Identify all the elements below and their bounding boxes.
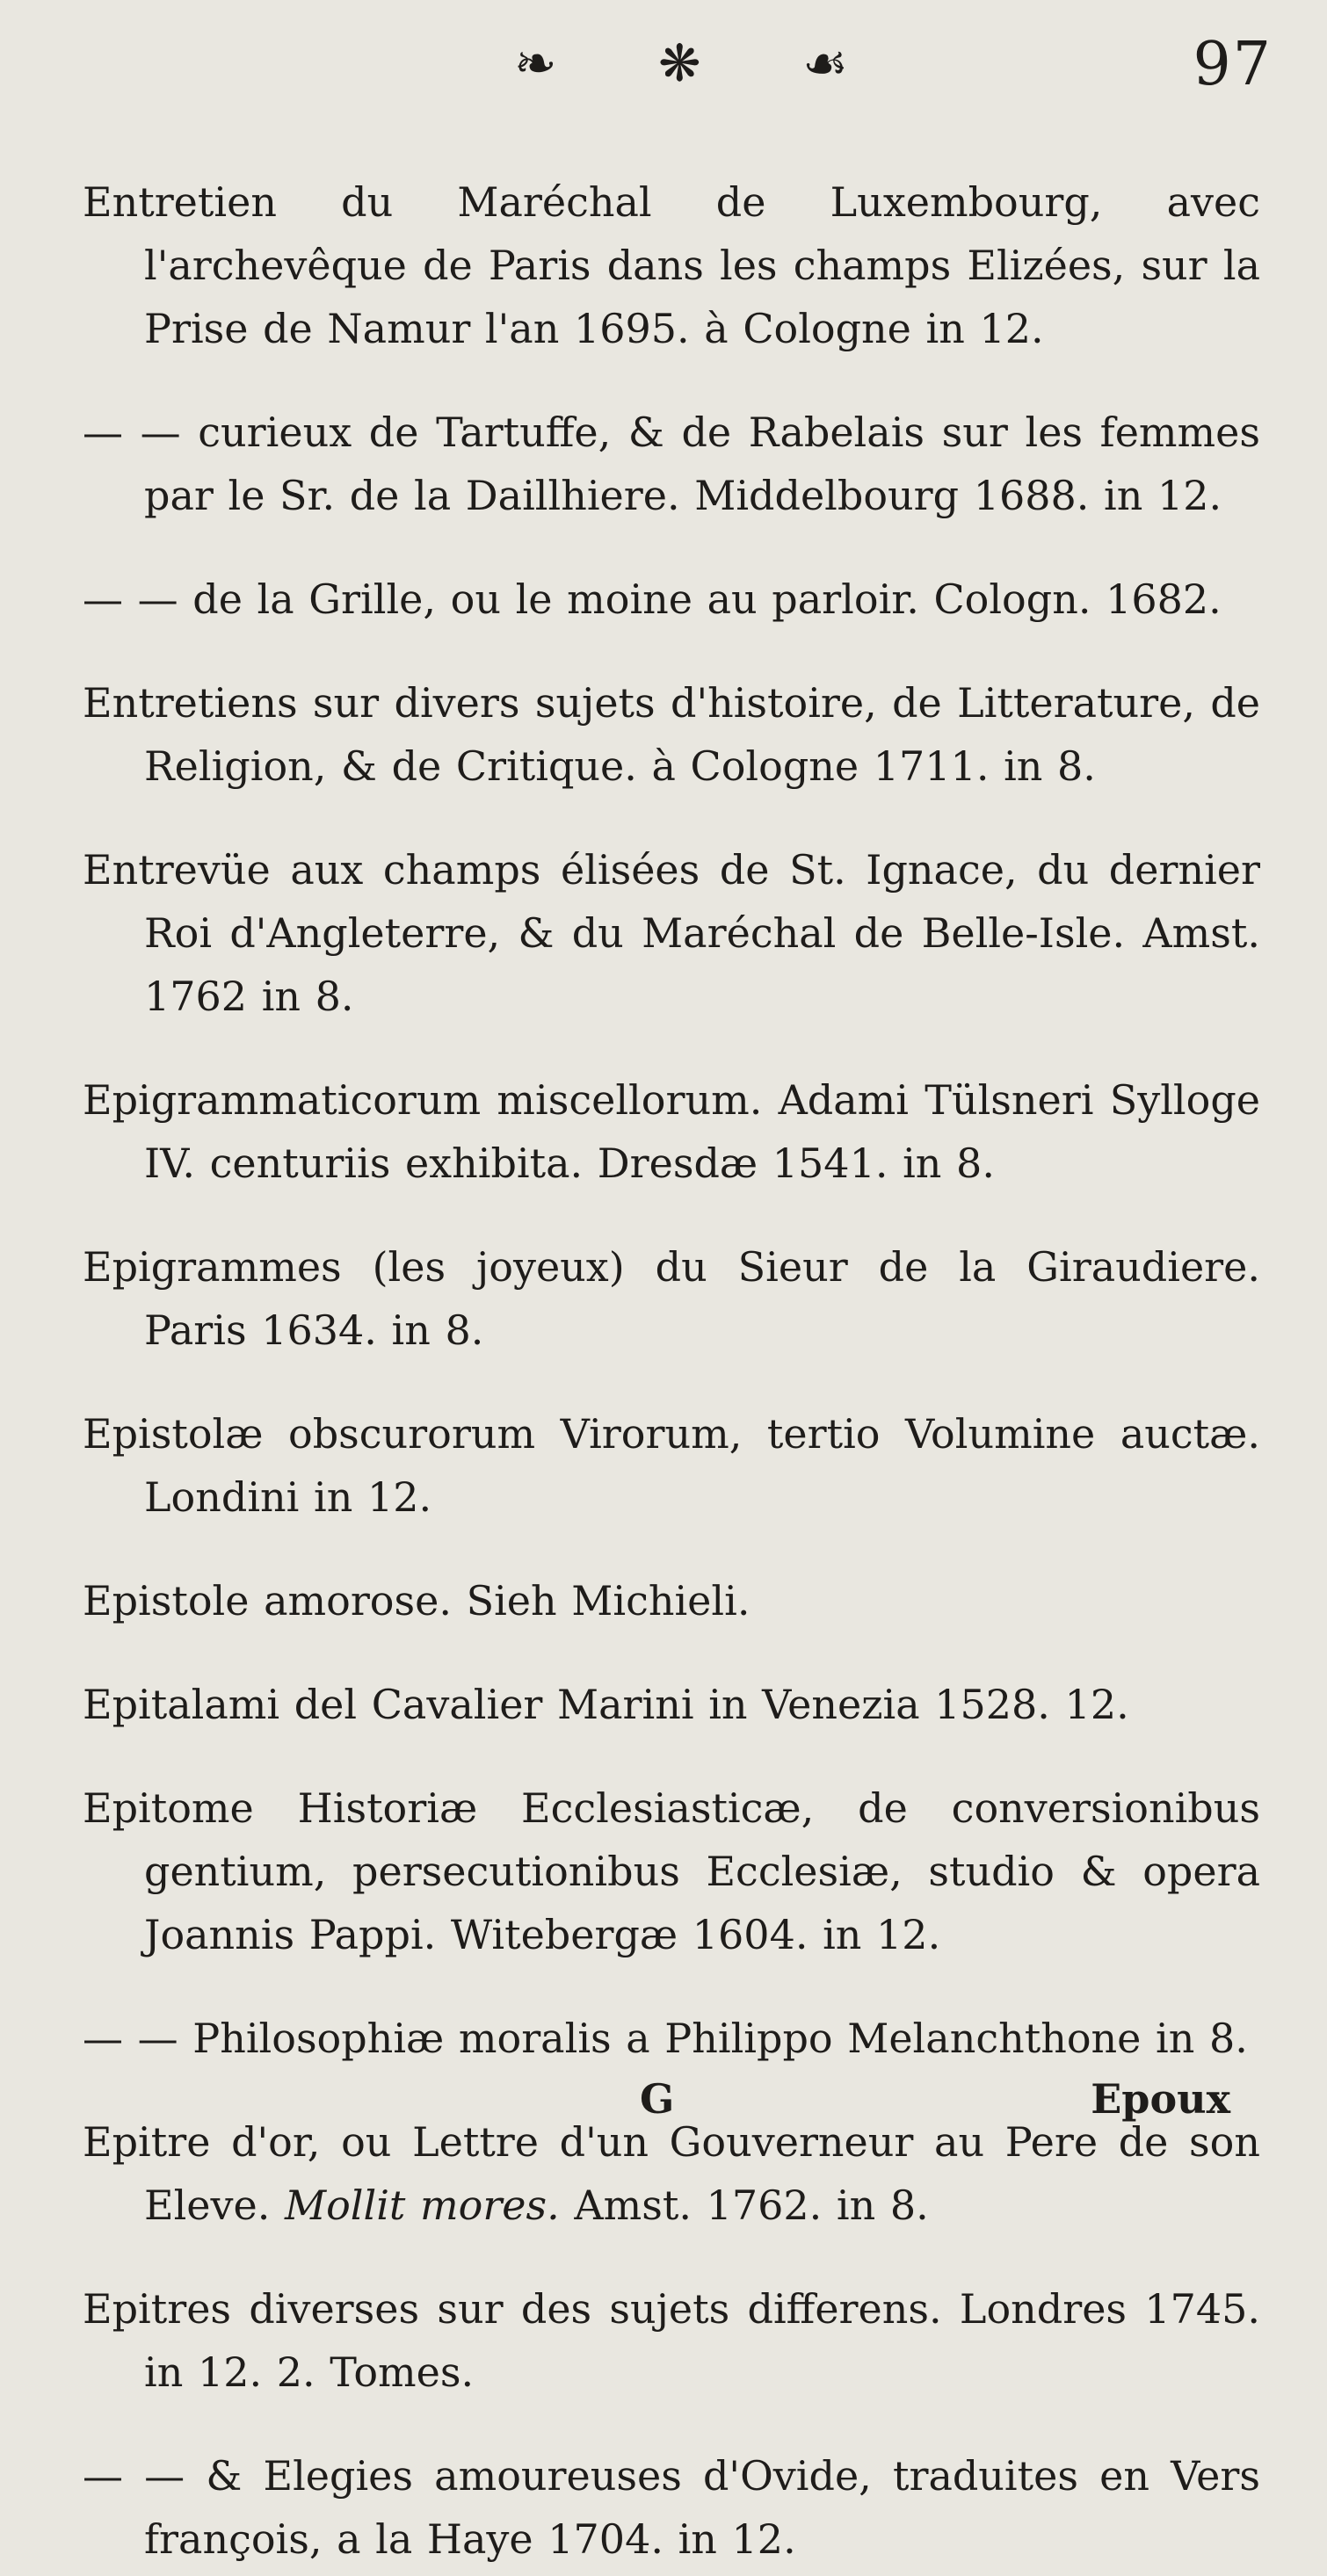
- entry-text: Amst. 1762. in 8.: [559, 2182, 929, 2229]
- catalogue-entry: — — & Elegies amoureuses d'Ovide, traduites en Vers françois, a la Haye 1704. in 12.: [83, 2452, 1260, 2563]
- signature-mark: G: [640, 2075, 675, 2123]
- header-ornament: [514, 28, 848, 98]
- catalogue-entry: Epistolæ obscurorum Virorum, tertio Volumine auctæ. Londini in 12.: [83, 1410, 1260, 1521]
- catchword: Epoux: [1091, 2075, 1230, 2123]
- catalogue-entry: Epigrammaticorum miscellorum. Adami Tülsneri Sylloge IV. centuriis exhibita. Dresdæ 1541. in 8.: [83, 1076, 1260, 1187]
- catalogue-entry: Entretien du Maréchal de Luxembourg, avec l'archevêque de Paris dans les champs Elizées, sur la Prise de Namur l'an 1695. à Cologne in 12.: [83, 178, 1260, 352]
- catalogue-entry: Entrevüe aux champs élisées de St. Ignace, du dernier Roi d'Angleterre, & du Maréchal de Belle-Isle. Amst. 1762 in 8.: [83, 846, 1260, 1020]
- catalogue-entry: Epitalami del Cavalier Marini in Venezia 1528. 12.: [83, 1681, 1129, 1728]
- catalogue-entry: — — Philosophiæ moralis a Philippo Melanchthone in 8.: [83, 2015, 1248, 2062]
- fleuron-left-icon: ❧: [514, 33, 557, 93]
- catalogue-entry: — — de la Grille, ou le moine au parloir. Cologn. 1682.: [83, 575, 1222, 623]
- entry-text: Epitre d'or, ou Lettre d'un Gouverneur au Pere de son Eleve.: [83, 2118, 1260, 2229]
- catalogue-entry: Epitres diverses sur des sujets differens. Londres 1745. in 12. 2. Tomes.: [83, 2285, 1260, 2396]
- catalogue-entry: Entretiens sur divers sujets d'histoire, de Litterature, de Religion, & de Critique. à Cologne 1711. in 8.: [83, 679, 1260, 790]
- entry-italic-motto: Mollit mores.: [284, 2182, 560, 2229]
- catalogue-entry: Epistole amorose. Sieh Michieli.: [83, 1577, 751, 1624]
- catalogue-entry: Epitome Historiæ Ecclesiasticæ, de conversionibus gentium, persecutionibus Ecclesiæ, studio & opera Joannis Pappi. Witebergæ 1604. in 12.: [83, 1784, 1260, 1958]
- catalogue-entries: [83, 130, 1260, 2576]
- page-footer: [0, 2075, 1327, 2137]
- catalogue-entry: Epigrammes (les joyeux) du Sieur de la Giraudiere. Paris 1634. in 8.: [83, 1243, 1260, 1354]
- page-number: 97: [1193, 30, 1273, 99]
- catalogue-entry: — — curieux de Tartuffe, & de Rabelais sur les femmes par le Sr. de la Daillhiere. Middelbourg 1688. in 12.: [83, 409, 1260, 519]
- fleuron-center-icon: ❋: [658, 33, 701, 93]
- fleuron-right-icon: ☙: [802, 33, 848, 93]
